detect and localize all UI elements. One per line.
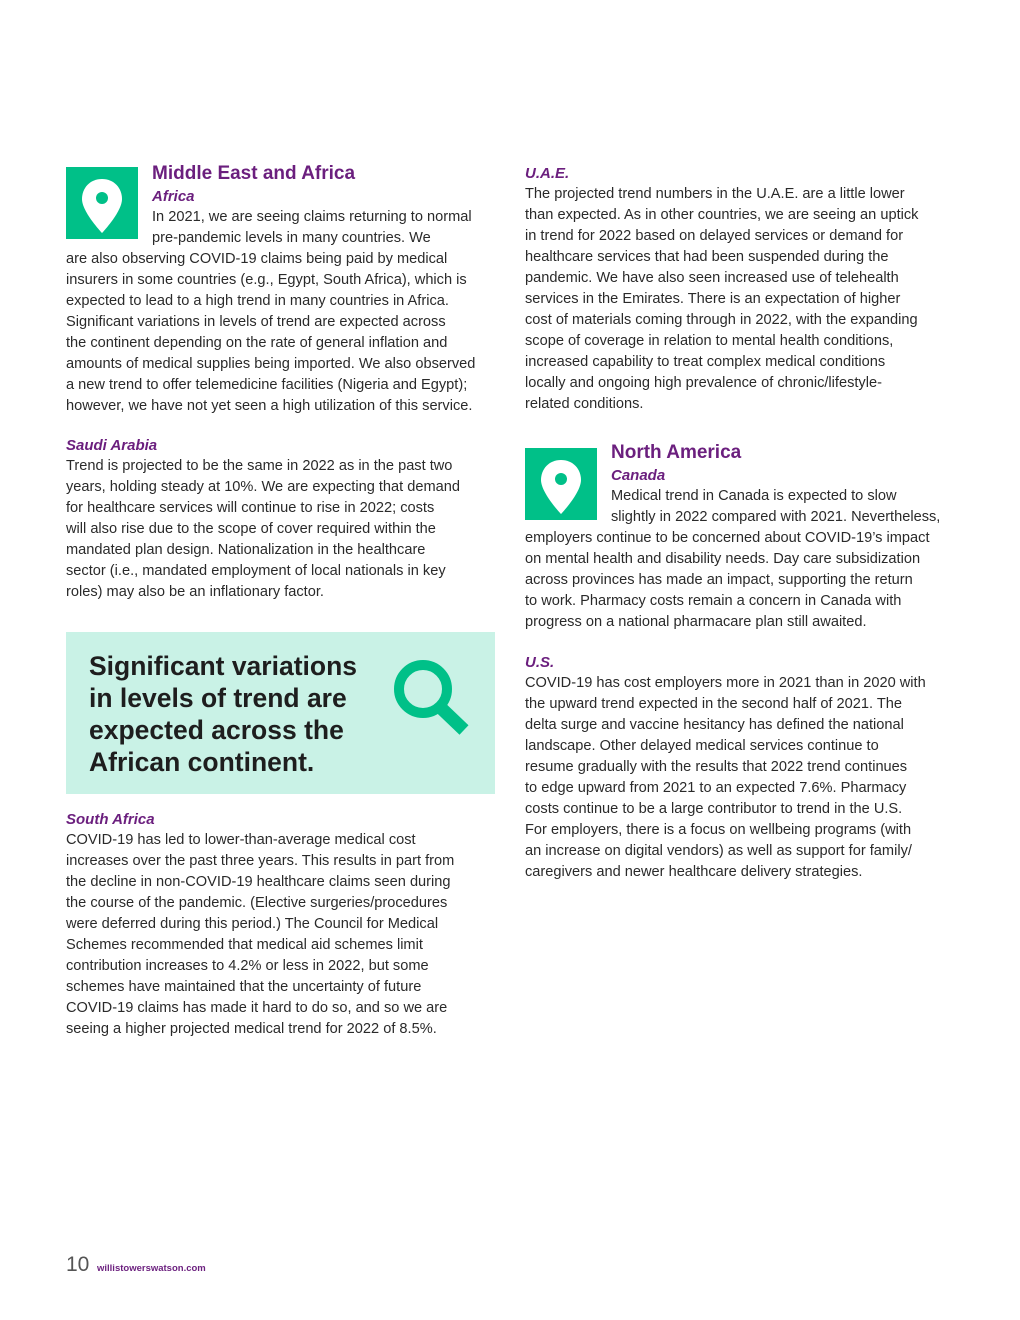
magnifier-icon [390,658,475,738]
text-line: delta surge and vaccine hesitancy has defined the national [525,717,904,733]
text-line: Significant variations [89,651,358,681]
text-line: will also rise due to the scope of cover required within the [66,521,436,537]
text-line: African continent. [89,747,315,777]
text-line: related conditions. [525,396,644,412]
text-line: an increase on digital vendors) as well as support for family/ [525,843,912,859]
canada-body [525,486,940,633]
subheading-saudi-arabia: Saudi Arabia [66,437,158,454]
text-line: on mental health and disability needs. Day care subsidization [525,551,921,567]
text-line: The projected trend numbers in the U.A.E. are a little lower [525,186,905,202]
text-line: for healthcare services will continue to rise in 2022; costs [66,500,435,516]
text-line: the course of the pandemic. (Elective surgeries/procedures [66,895,448,911]
callout-box [66,632,495,794]
south-africa-body [66,830,454,1040]
text-line: years, holding steady at 10%. We are expecting that demand [66,479,461,495]
text-line: scope of coverage in relation to mental health conditions, [525,333,894,349]
text-line: pre-pandemic levels in many countries. We [152,230,431,246]
text-line: insurers in some countries (e.g., Egypt, South Africa), which is [66,272,467,288]
footer-url[interactable]: willistowerswatson.com [97,1263,206,1274]
text-line: COVID-19 claims has made it hard to do so, and so we are [66,1000,448,1016]
text-line: however, we have not yet seen a high utilization of this service. [66,398,473,414]
text-line: to work. Pharmacy costs remain a concern in Canada with [525,593,902,609]
subheading-south-africa: South Africa [66,811,155,828]
text-line: the decline in non-COVID-19 healthcare claims seen during [66,874,451,890]
text-line: cost of materials coming through in 2022, with the expanding [525,312,918,328]
text-line: For employers, there is a focus on wellbeing programs (with [525,822,912,838]
text-line: slightly in 2022 compared with 2021. Nevertheless, [611,509,941,525]
text-line: costs continue to be a large contributor to trend in the U.S. [525,801,903,817]
subheading-us: U.S. [525,654,555,671]
africa-body [66,207,475,417]
text-line: COVID-19 has led to lower-than-average medical cost [66,832,416,848]
subheading-canada: Canada [611,467,666,484]
text-line: schemes have maintained that the uncertainty of future [66,979,422,995]
page-number: 10 [66,1253,90,1276]
text-line: are also observing COVID-19 claims being paid by medical [66,251,448,267]
us-body [525,673,926,883]
text-line: increases over the past three years. This results in part from [66,853,455,869]
text-line: sector (i.e., mandated employment of local nationals in key [66,563,446,579]
text-line: Significant variations in levels of trend are expected across [66,314,446,330]
text-line: progress on a national pharmacare plan still awaited. [525,614,867,630]
text-line: services in the Emirates. There is an expectation of higher [525,291,901,307]
saudi-body [66,456,460,603]
text-line: Schemes recommended that medical aid schemes limit [66,937,423,953]
text-line: pandemic. We have also seen increased use of telehealth [525,270,899,286]
text-line: caregivers and newer healthcare delivery strategies. [525,864,863,880]
text-line: COVID-19 has cost employers more in 2021 than in 2020 with [525,675,926,691]
text-line: resume gradually with the results that 2022 trend continues [525,759,908,775]
text-line: to edge upward from 2021 to an expected 7.6%. Pharmacy [525,780,907,796]
text-line: the continent depending on the rate of general inflation and [66,335,448,351]
text-line: Trend is projected to be the same in 2022 as in the past two [66,458,453,474]
text-line: in trend for 2022 based on delayed services or demand for [525,228,904,244]
text-line: the upward trend expected in the second half of 2021. The [525,696,903,712]
text-line: roles) may also be an inflationary factor. [66,584,324,600]
subheading-africa: Africa [152,188,195,205]
text-line: in levels of trend are [89,683,347,713]
text-line: landscape. Other delayed medical services continue to [525,738,879,754]
text-line: were deferred during this period.) The Council for Medical [66,916,439,932]
text-line: than expected. As in other countries, we are seeing an uptick [525,207,919,223]
text-line: across provinces has made an impact, supporting the return [525,572,913,588]
section-title-na: North America [611,442,742,463]
uae-body [525,184,918,415]
text-line: mandated plan design. Nationalization in the healthcare [66,542,426,558]
section-title-mea: Middle East and Africa [152,163,356,184]
text-line: expected to lead to a high trend in many countries in Africa. [66,293,449,309]
text-line: In 2021, we are seeing claims returning to normal [152,209,472,225]
text-line: amounts of medical supplies being imported. We also observed [66,356,476,372]
text-line: employers continue to be concerned about COVID-19’s impact [525,530,930,546]
text-line: contribution increases to 4.2% or less in 2022, but some [66,958,429,974]
text-line: Medical trend in Canada is expected to slow [611,488,897,504]
subheading-uae: U.A.E. [525,165,570,182]
text-line: a new trend to offer telemedicine facilities (Nigeria and Egypt); [66,377,468,393]
text-line: seeing a higher projected medical trend for 2022 of 8.5%. [66,1021,437,1037]
text-line: healthcare services that had been suspended during the [525,249,889,265]
text-line: locally and ongoing high prevalence of chronic/lifestyle- [525,375,882,391]
text-line: expected across the [89,715,344,745]
callout-text [89,650,357,778]
text-line: increased capability to treat complex medical conditions [525,354,886,370]
